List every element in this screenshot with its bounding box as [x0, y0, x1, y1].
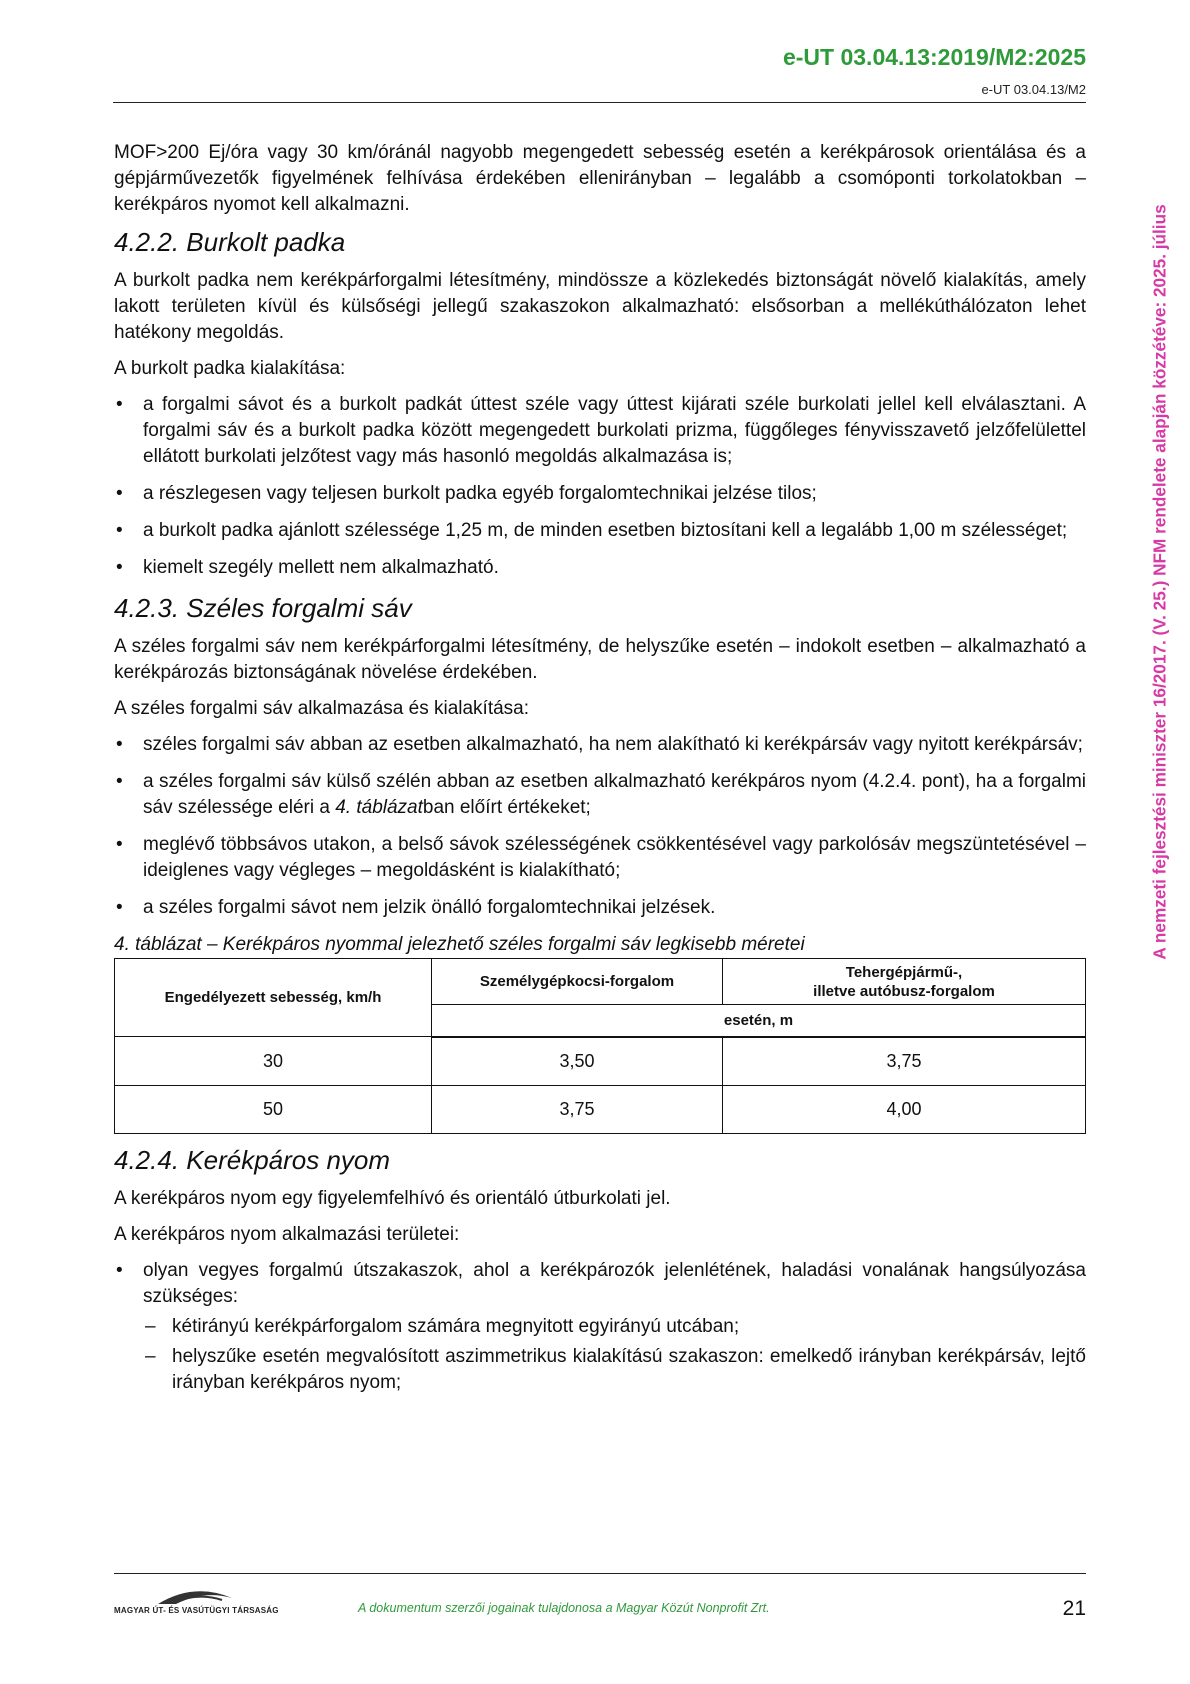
- section-4-2-4-list: [114, 1258, 1086, 1396]
- section-4-2-3-list: [114, 732, 1086, 921]
- cell-truck: 4,00: [723, 1085, 1086, 1133]
- list-item: • a forgalmi sávot és a burkolt padkát úttest széle vagy úttest kijárati széle burkolati jellel kell elválasztani. A forgalmi sáv és a burkolt padka között megengedett burkolati prizma, függőleges fényvisszavető jelzőfelülettel ellátott burkolati jelzőtest vagy más hasonló megoldás alkalmazása is;: [114, 392, 1086, 470]
- section-4-2-2-list: [114, 392, 1086, 581]
- page-number: 21: [1062, 1597, 1086, 1620]
- list-item: [114, 769, 1086, 821]
- section-4-2-4-heading: 4.2.4. Kerékpáros nyom: [114, 1144, 391, 1175]
- list-item: • kiemelt szegély mellett nem alkalmazható.: [114, 555, 1086, 581]
- list-item: • a széles forgalmi sávot nem jelzik önálló forgalomtechnikai jelzések.: [114, 895, 1086, 921]
- section-4-2-3-paragraph: A széles forgalmi sáv nem kerékpárforgalmi létesítmény, de helyszűke esetén – indokolt esetben – alkalmazható a kerékpározás biztonságának növelése érdekében.: [114, 636, 1086, 683]
- side-publication-note-text: A nemzeti fejlesztési miniszter 16/2017. (V. 25.) NFM rendelete alapján közzétéve: 2025. július: [1149, 204, 1170, 960]
- list-item: • meglévő többsávos utakon, a belső sávok szélességének csökkentésével vagy parkolósáv megszüntetésével – ideiglenes vagy végleges – megoldásként is kialakítható;: [114, 832, 1086, 884]
- table-row: [115, 1085, 1086, 1133]
- cell-car: 3,75: [432, 1085, 723, 1133]
- header-truck: [723, 959, 1086, 1005]
- header-truck-line2: illetve autóbusz-forgalom: [813, 982, 995, 1000]
- list-item: [114, 1258, 1086, 1396]
- list-item-text: olyan vegyes forgalmú útszakaszok, ahol a kerékpározók jelenlétének, haladási vonalának hangsúlyozása szükséges:: [143, 1259, 1086, 1307]
- cell-car: 3,50: [432, 1037, 723, 1086]
- table-4-caption: 4. táblázat – Kerékpáros nyommal jelezhető széles forgalmi sáv legkisebb méretei: [114, 934, 805, 955]
- section-4-2-2-paragraph: A burkolt padka nem kerékpárforgalmi létesítmény, mindössze a közlekedés biztonságát növelő kialakítás, amely lakott területen kívül és külsőségi jellegű szakaszokon alkalmazható: elsősorban a mellékúthálózaton lehet hatékony megoldás.: [114, 270, 1086, 343]
- company-logo-icon: [114, 1584, 264, 1624]
- header-speed: Engedélyezett sebesség, km/h: [115, 959, 432, 1037]
- page-content: [114, 140, 1086, 1407]
- section-4-2-4-paragraph: A kerékpáros nyom egy figyelemfelhívó és orientáló útburkolati jel.: [114, 1187, 671, 1209]
- list-item: • a részlegesen vagy teljesen burkolt padka egyéb forgalomtechnikai jelzése tilos;: [114, 481, 1086, 507]
- table-4: [114, 958, 1086, 1134]
- header-truck-line1: Tehergépjármű-,: [845, 963, 963, 981]
- sub-list-item: – helyszűke esetén megvalósított aszimmetrikus kialakítású szakaszon: emelkedő irányban kerékpársáv, lejtő irányban kerékpáros nyom;: [143, 1344, 1086, 1396]
- table-reference: 4. táblázat: [335, 797, 423, 818]
- section-4-2-2-heading: 4.2.2. Burkolt padka: [114, 227, 346, 257]
- sub-list: [143, 1314, 1086, 1396]
- header-car: Személygépkocsi-forgalom: [432, 959, 723, 1005]
- section-4-2-2-lead: A burkolt padka kialakítása:: [114, 358, 346, 379]
- section-4-2-4-lead: A kerékpáros nyom alkalmazási területei:: [114, 1223, 460, 1245]
- cell-speed: 50: [115, 1085, 432, 1133]
- footer-rule: [114, 1573, 1086, 1574]
- list-item-text: a széles forgalmi sáv külső szélén abban az esetben alkalmazható kerékpáros nyom (4.2.4. pont), ha a forgalmi sáv szélessége eléri a: [143, 771, 1086, 818]
- list-item: • széles forgalmi sáv abban az esetben alkalmazható, ha nem alakítható ki kerékpársáv vagy nyitott kerékpársáv;: [114, 732, 1086, 758]
- section-4-2-3-lead: A széles forgalmi sáv alkalmazása és kialakítása:: [114, 698, 530, 719]
- document-subcode: e-UT 03.04.13/M2: [981, 82, 1086, 97]
- table-row: [115, 1037, 1086, 1086]
- list-item: • a burkolt padka ajánlott szélessége 1,25 m, de minden esetben biztosítani kell a legalább 1,00 m szélességet;: [114, 518, 1086, 544]
- company-logo-text: MAGYAR ÚT- ÉS VASÚTÜGYI TÁRSASÁG: [114, 1606, 279, 1615]
- copyright-note: A dokumentum szerzői jogainak tulajdonosa a Magyar Közút Nonprofit Zrt.: [358, 1601, 770, 1615]
- document-code: e-UT 03.04.13:2019/M2:2025: [782, 44, 1086, 70]
- sub-list-item: – kétirányú kerékpárforgalom számára megnyitott egyirányú utcában;: [143, 1314, 1086, 1340]
- cell-speed: 30: [115, 1037, 432, 1086]
- intro-paragraph: MOF>200 Ej/óra vagy 30 km/óránál nagyobb megengedett sebesség esetén a kerékpárosok orientálása és a gépjárművezetők figyelmének felhívása érdekében ellenirányban – legalább a csomóponti torkolatokban – kerékpáros nyomot kell alkalmazni.: [114, 142, 1086, 215]
- header-rule: [113, 102, 1086, 103]
- section-4-2-3-heading: 4.2.3. Széles forgalmi sáv: [114, 593, 412, 623]
- header-unit: esetén, m: [432, 1005, 1086, 1037]
- cell-truck: 3,75: [723, 1037, 1086, 1086]
- list-item-text: ban előírt értékeket;: [422, 797, 591, 818]
